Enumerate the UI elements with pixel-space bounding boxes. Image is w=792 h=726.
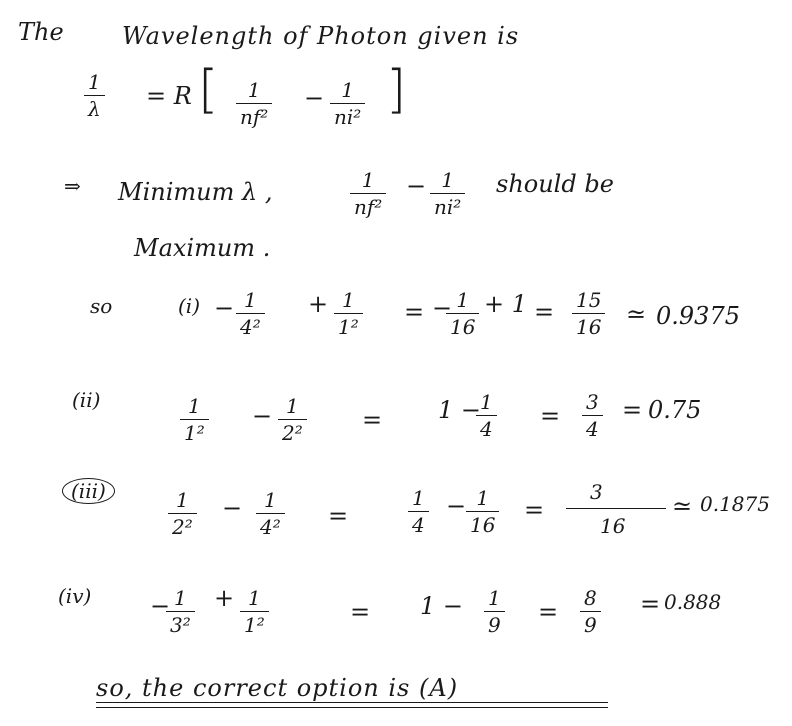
option-iii-frac-a <box>168 490 197 537</box>
option-ii-value: 0.75 <box>648 396 702 424</box>
condition-text3: Maximum . <box>134 234 271 262</box>
option-iii-op: − <box>222 494 243 522</box>
option-iii-label: (iii) <box>62 478 115 504</box>
option-ii-a-num: 1 <box>188 394 201 418</box>
option-ii-eq2: = <box>540 402 561 430</box>
condition-arrow: ⇒ <box>64 174 81 198</box>
option-ii-res-den: 4 <box>582 415 603 439</box>
option-iii-res-num: 3 <box>590 480 603 504</box>
option-iii-mid-frac1 <box>408 488 429 535</box>
option-iii-eq1: = <box>328 502 349 530</box>
option-iii-mid-frac2 <box>466 488 499 535</box>
formula-term1 <box>236 80 272 127</box>
conclusion-text: so, the correct option is (A) <box>96 674 459 702</box>
option-iii-m1-den: 4 <box>408 511 429 535</box>
option-ii-mid-den: 4 <box>476 415 497 439</box>
option-i-result <box>572 290 605 337</box>
option-ii-label: (ii) <box>72 388 101 412</box>
option-iv-frac-a <box>166 588 195 635</box>
condition-frac1-den: nf² <box>350 193 386 217</box>
formula-term2 <box>330 80 365 127</box>
condition-frac1 <box>350 170 386 217</box>
option-iv-a-num: 1 <box>174 586 187 610</box>
condition-frac2 <box>430 170 465 217</box>
option-iv-result <box>580 588 601 635</box>
option-i-mid-den: 16 <box>446 313 479 337</box>
formula-term2-den: ni² <box>330 103 365 127</box>
option-ii-eq1: = <box>362 406 383 434</box>
option-i-label: (i) <box>178 294 201 318</box>
condition-text1: Minimum λ , <box>118 178 273 206</box>
option-iii-res-den: 16 <box>600 514 626 538</box>
option-ii-b-num: 1 <box>286 394 299 418</box>
option-iv-value: 0.888 <box>664 590 722 614</box>
formula-minus: − <box>304 84 325 112</box>
heading-phrase: Wavelength of Photon given is <box>122 22 520 50</box>
condition-minus: − <box>406 172 427 200</box>
formula-term1-num: 1 <box>247 78 261 102</box>
option-ii-b-den: 2² <box>278 419 307 443</box>
option-i-mid-frac <box>446 290 479 337</box>
option-i-mid-num: 1 <box>456 288 470 312</box>
option-iv-label: (iv) <box>58 584 92 608</box>
condition-frac2-num: 1 <box>441 168 455 192</box>
option-ii-mid-frac <box>476 392 497 439</box>
option-ii-result <box>582 392 603 439</box>
option-ii-frac-b <box>278 396 307 443</box>
option-iv-sign: − <box>150 592 171 620</box>
option-iii-frac-b <box>256 490 285 537</box>
option-ii-res-num: 3 <box>586 390 599 414</box>
option-i-approx: ≃ <box>626 300 647 328</box>
condition-frac2-den: ni² <box>430 193 465 217</box>
so-label: so <box>90 294 113 318</box>
option-iv-b-den: 1² <box>240 611 269 635</box>
option-iv-mid-head: 1 − <box>420 592 464 620</box>
option-iv-b-num: 1 <box>248 586 261 610</box>
option-iv-mid-num: 1 <box>488 586 501 610</box>
option-ii-op: − <box>252 402 273 430</box>
option-i-sign: − <box>214 294 235 322</box>
option-i-b-num: 1 <box>342 288 355 312</box>
option-i-op: + <box>308 290 329 318</box>
option-i-frac-a <box>236 290 265 337</box>
option-i-b-den: 1² <box>334 313 363 337</box>
option-iv-mid-den: 9 <box>484 611 505 635</box>
option-i-mid-sign: − <box>432 294 453 322</box>
option-iv-res-num: 8 <box>584 586 597 610</box>
option-i-mid-tail: + 1 <box>484 290 528 318</box>
option-iii-mid-op: − <box>446 492 467 520</box>
option-iii-a-den: 2² <box>168 513 197 537</box>
formula-left-bracket: [ <box>198 60 219 120</box>
option-iv-eq2: = <box>538 598 559 626</box>
option-i-a-den: 4² <box>236 313 265 337</box>
option-iii-m1-num: 1 <box>412 486 425 510</box>
option-i-res-den: 16 <box>572 313 605 337</box>
option-iv-op: + <box>214 584 235 612</box>
option-iv-approx: = <box>640 590 661 618</box>
option-i-frac-b <box>334 290 363 337</box>
option-iii-b-den: 4² <box>256 513 285 537</box>
option-iv-frac-b <box>240 588 269 635</box>
formula-term1-den: nf² <box>236 103 272 127</box>
option-iii-b-num: 1 <box>264 488 277 512</box>
formula-eq-r: = R <box>146 82 192 110</box>
option-iii-a-num: 1 <box>176 488 189 512</box>
option-ii-a-den: 1² <box>180 419 209 443</box>
option-ii-frac-a <box>180 396 209 443</box>
heading-the: The <box>18 18 64 46</box>
conclusion-underline-2 <box>96 707 608 708</box>
formula-lhs-num: 1 <box>88 70 101 94</box>
condition-frac1-num: 1 <box>361 168 375 192</box>
condition-text2: should be <box>496 170 614 198</box>
option-i-eq2: = <box>534 298 555 326</box>
formula-lhs <box>84 72 105 119</box>
formula-term2-num: 1 <box>341 78 355 102</box>
option-iii-m2-num: 1 <box>476 486 490 510</box>
option-iii-m2-den: 16 <box>466 511 499 535</box>
option-i-value: 0.9375 <box>656 302 740 330</box>
option-iii-result-bar <box>566 508 666 509</box>
option-ii-mid-num: 1 <box>480 390 493 414</box>
option-iv-mid-frac <box>484 588 505 635</box>
option-iv-a-den: 3² <box>166 611 195 635</box>
option-iii-value: 0.1875 <box>700 492 770 516</box>
option-i-a-num: 1 <box>244 288 257 312</box>
option-iii-eq2: = <box>524 496 545 524</box>
formula-right-bracket: ] <box>386 60 407 120</box>
conclusion-underline-1 <box>96 702 608 703</box>
option-ii-mid-head: 1 − <box>438 396 482 424</box>
option-iv-res-den: 9 <box>580 611 601 635</box>
option-iii-approx: ≃ <box>672 492 693 520</box>
option-i-eq1: = <box>404 298 425 326</box>
option-i-res-num: 15 <box>576 288 602 312</box>
option-iv-eq1: = <box>350 598 371 626</box>
formula-lhs-den: λ <box>84 95 105 119</box>
option-ii-approx: = <box>622 396 643 424</box>
